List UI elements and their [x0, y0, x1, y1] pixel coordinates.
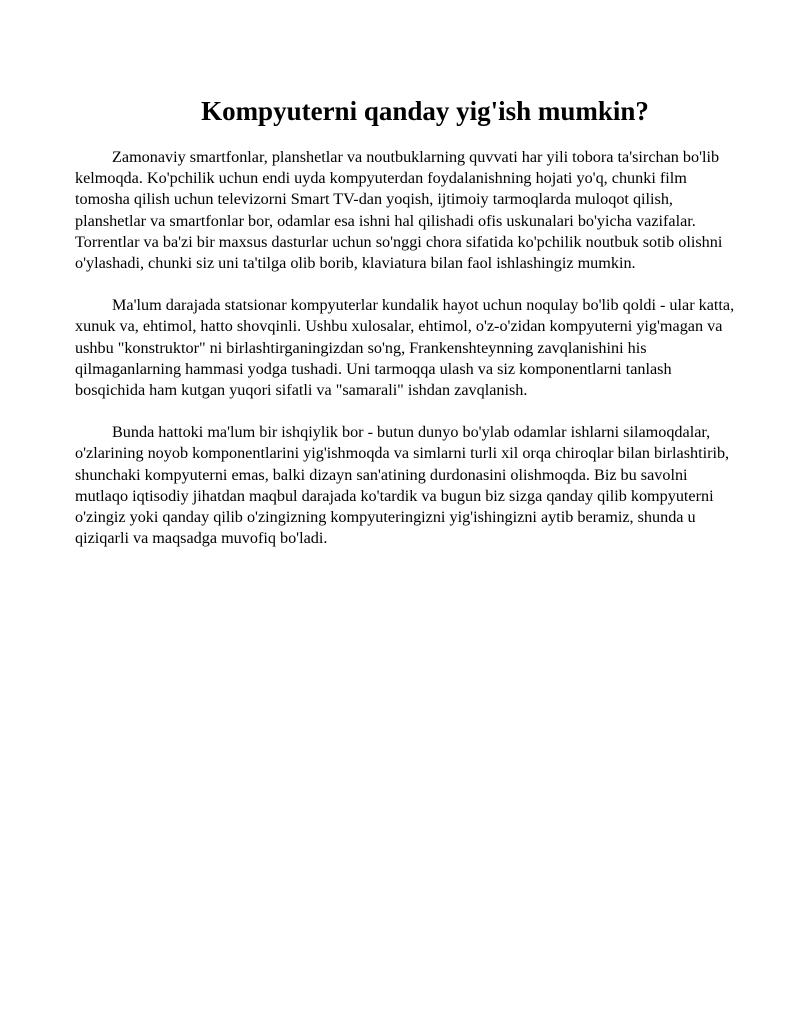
- document-body: [75, 147, 743, 570]
- page-title: Kompyuterni qanday yig'ish mumkin?: [201, 96, 649, 126]
- paragraph-2: Ma'lum darajada statsionar kompyuterlar kundalik hayot uchun noqulay bo'lib qoldi - ular katta, xunuk va, ehtimol, hatto shovqinli. Ushbu xulosalar, ehtimol, o'z-o'zidan kompyuterni yig'magan va ushbu "konstruktor" ni birlashtirganingizdan so'ng, Frankenshteynning zavqlanishini his qilmaganlarning hammasi yodga tushadi. Uni tarmoqqa ulash va siz komponentlarni tanlash bosqichida ham kutgan yuqori sifatli va "samarali" ishdan zavqlanish.: [75, 296, 735, 400]
- paragraph-3: Bunda hattoki ma'lum bir ishqiylik bor - butun dunyo bo'ylab odamlar ishlarni silamoqdalar, o'zlarining noyob komponentlarini yig'ishmoqda va simlarni turli xil orqa chiroqlar bilan birlashtirib, shunchaki kompyuterni emas, balki dizayn san'atining durdonasini olishmoqda. Biz bu savolni mutlaqo iqtisodiy jihatdan maqbul darajada ko'tardik va bugun biz sizga qanday qilib kompyuterni o'zingiz yoki qanday qilib o'zingizning kompyuteringizni yig'ishingizni aytib beramiz, shunda u qiziqarli va maqsadga muvofiq bo'ladi.: [75, 423, 730, 548]
- paragraph-1: Zamonaviy smartfonlar, planshetlar va noutbuklarning quvvati har yili tobora ta'sirchan bo'lib kelmoqda. Ko'pchilik uchun endi uyda kompyuterdan foydalanishning hojati yo'q, chunki film tomosha qilish uchun televizorni Smart TV-dan yoqish, ijtimoiy tarmoqlarda muloqot qilish, planshetlar va smartfonlar bor, odamlar esa ishni hal qilishadi ofis uskunalari bo'yicha vazifalar. Torrentlar va ba'zi bir maxsus dasturlar uchun so'nggi chora sifatida ko'pchilik noutbuk sotib olishni o'ylashadi, chunki siz uni ta'tilga olib borib, klaviatura bilan faol ishlashingiz mumkin.: [75, 148, 723, 273]
